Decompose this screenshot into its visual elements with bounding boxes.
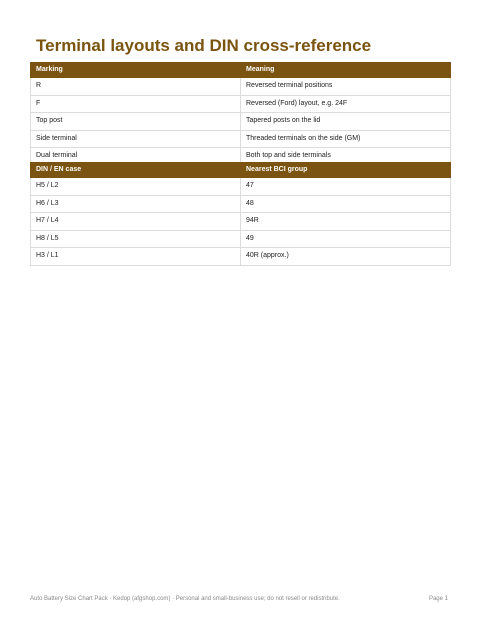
table-row — [31, 230, 451, 248]
terminal-layouts-table — [30, 62, 451, 166]
table-row — [31, 113, 451, 131]
table-cell: H8 / L5 — [31, 230, 241, 248]
din-cross-reference-table — [30, 162, 451, 266]
table-cell: Tapered posts on the lid — [241, 113, 451, 131]
table-header-row — [31, 63, 451, 78]
table-row — [31, 78, 451, 96]
table-row — [31, 130, 451, 148]
table-cell: 40R (approx.) — [241, 248, 451, 266]
table-cell: Both top and side terminals — [241, 148, 451, 166]
table-row — [31, 248, 451, 266]
table-cell: Side terminal — [31, 130, 241, 148]
column-header-bci-group: Nearest BCI group — [241, 163, 451, 178]
table-row — [31, 178, 451, 196]
column-header-meaning: Meaning — [241, 63, 451, 78]
table-row — [31, 195, 451, 213]
footer-notice: Auto Battery Size Chart Pack · Kedop (afgshop.com) · Personal and small-business use; do not resell or redistribute. — [30, 596, 340, 602]
table-cell: F — [31, 95, 241, 113]
table-cell: Reversed (Ford) layout, e.g. 24F — [241, 95, 451, 113]
table-cell: H3 / L1 — [31, 248, 241, 266]
table-row — [31, 95, 451, 113]
table-cell: Threaded terminals on the side (GM) — [241, 130, 451, 148]
column-header-din-case: DIN / EN case — [31, 163, 241, 178]
table-cell: 48 — [241, 195, 451, 213]
page-title: Terminal layouts and DIN cross-reference — [36, 36, 372, 55]
table-row — [31, 213, 451, 231]
table-cell: 49 — [241, 230, 451, 248]
table-cell: 94R — [241, 213, 451, 231]
table-cell: H5 / L2 — [31, 178, 241, 196]
table-cell: H7 / L4 — [31, 213, 241, 231]
table-cell: H6 / L3 — [31, 195, 241, 213]
table-header-row — [31, 163, 451, 178]
table-cell: R — [31, 78, 241, 96]
column-header-marking: Marking — [31, 63, 241, 78]
page-number: Page 1 — [428, 596, 448, 602]
table-cell: 47 — [241, 178, 451, 196]
table-cell: Reversed terminal positions — [241, 78, 451, 96]
table-cell: Top post — [31, 113, 241, 131]
table-cell: Dual terminal — [31, 148, 241, 166]
